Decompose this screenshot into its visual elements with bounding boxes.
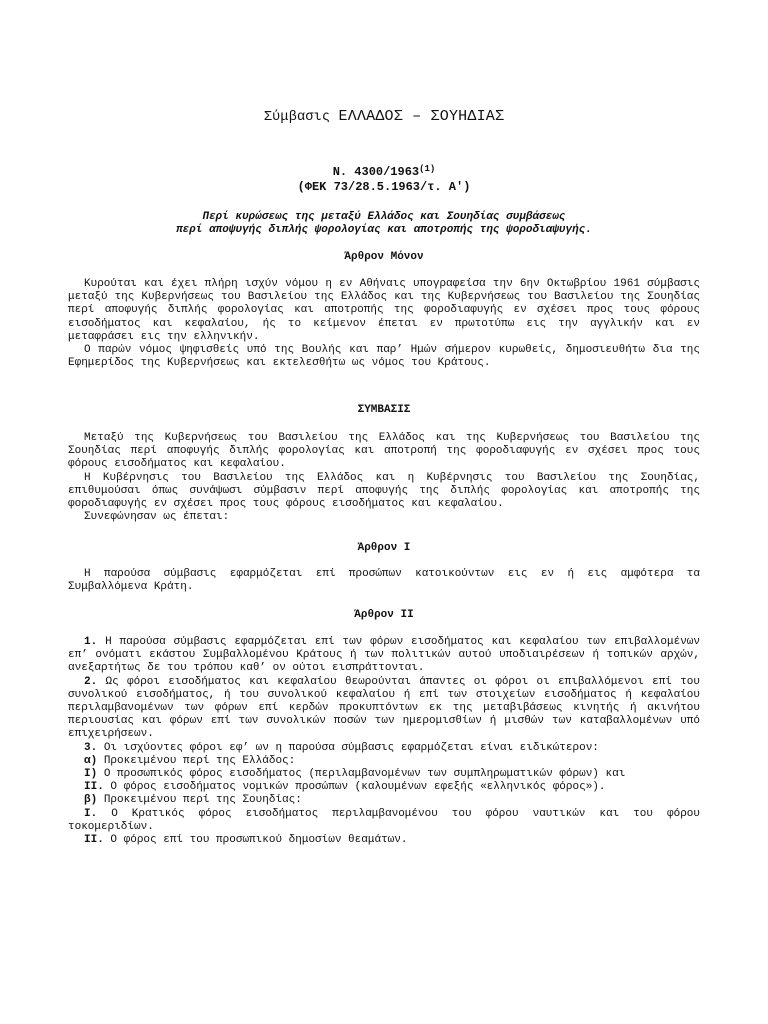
item-label: β) bbox=[84, 794, 98, 807]
article-2-item bbox=[68, 834, 700, 847]
convention-paragraph-2: Η Κυβέρνησις του Βασιλείου της Ελλάδος και η Κυβέρνησις του Βασιλείου της Σουηδίας, επιθυμούσαι όπως συνάψωσι σύμβασιν περί αποφυγής της διπλής φορολογίας και αποτροπής της φοροδιαφυγής εν σχέσει προς τους φόρους εισοδήματος και κεφαλαίου. bbox=[68, 471, 700, 511]
article-1-paragraph: Η παρούσα σύμβασις εφαρμόζεται επί προσώπων κατοικούντων εις εν ή εις αμφότερα τα Συμβαλλόμενα Κράτη. bbox=[68, 568, 700, 594]
item-text: Προκειμένου περί της Ελλάδος: bbox=[103, 754, 296, 767]
law-header bbox=[68, 162, 700, 195]
sole-article-paragraph-2: Ο παρών νόμος ψηφισθείς υπό της Βουλής και παρ’ Ημών σήμερον κυρωθείς, δημοσιευθήτω δια της Εφημερίδος της Κυβερνήσεως και εκτελεσθήτω ως νόμος του Κράτους. bbox=[68, 344, 700, 370]
article-2-item bbox=[68, 742, 700, 755]
article-2-item bbox=[68, 781, 700, 794]
article-2-item bbox=[68, 636, 700, 676]
article-1-body bbox=[68, 568, 700, 594]
article-2-item bbox=[68, 755, 700, 768]
item-label: α) bbox=[84, 754, 98, 767]
item-text: Ως φόροι εισοδήματος και κεφαλαίου θεωρούνται άπαντες οι φόροι οι επιβαλλόμενοι επί του συνολικού εισοδήματος, ή του συνολικού κεφαλαίου ή επί των στοιχείων εισοδήματος ή κεφαλαίου περιλαμβανομένων των φόρων επί κερδών προκυπτόντων εκ της μεταβιβάσεως κινητής ή ακινήτου περιουσίας και φόρων επί των συνολικών ποσών των ημερομισθίων ή μισθών των καταβαλλομένων υπό επιχειρήσεων. bbox=[68, 675, 701, 741]
item-text: Ο προσωπικός φόρος εισοδήματος (περιλαμβανομένων των συμπληρωματικών φόρων) και bbox=[103, 768, 626, 781]
document-title bbox=[68, 110, 700, 124]
sole-article-heading: Άρθρον Μόνον bbox=[344, 251, 424, 263]
article-2-body bbox=[68, 636, 700, 847]
item-label: 3. bbox=[84, 741, 98, 754]
article-2-item bbox=[68, 794, 700, 807]
law-subject bbox=[68, 211, 700, 237]
law-number: Ν. 4300/1963 bbox=[332, 165, 420, 179]
convention-paragraph-3: Συνεφώνησαν ως έπεται: bbox=[84, 511, 230, 524]
item-label: ΙΙ. bbox=[84, 781, 104, 794]
sole-article-paragraph-1: Κυρούται και έχει πλήρη ισχύν νόμου η εν Αθήναις υπογραφείσα την 6ην Οκτωβρίου 1961 σύμβασις μεταξύ της Κυβερνήσεως του Βασιλείου της Ελλάδος και της Κυβερνήσεως του Βασιλείου της Σουηδίας περί αποφυγής διπλής φορολογίας και αποτροπής της φοροδιαφυγής εν σχέσει προς τους φόρους εισοδήματος και κεφαλαίου, ής το κείμενον έπεται εν πρωτοτύπω εις την αγγλικήν και εν μεταφράσει εις την ελληνικήν. bbox=[68, 278, 700, 343]
item-text: Ο Κρατικός φόρος εισοδήματος περιλαμβανομένου του φόρου ναυτικών και του φόρου τοκομεριδίων. bbox=[68, 807, 700, 833]
subject-line-1: Περί κυρώσεως της μεταξύ Ελλάδος και Σουηδίας συμβάσεως bbox=[202, 211, 566, 223]
article-2-item bbox=[68, 768, 700, 781]
item-text: Η παρούσα σύμβασις εφαρμόζεται επί των φόρων εισοδήματος και κεφαλαίου των επιβαλλομένων επ’ ονόματι εκάστου Συμβαλλομένου Κράτους ή των πολιτικών αυτού υποδιαιρέσεων ή τοπικών αρχών, ανεξαρτήτως δε του τρόπου καθ’ ον ούτοι εισπράττονται. bbox=[68, 636, 700, 675]
title-main: ΕΛΛΑΔΟΣ – ΣΟΥΗΔΙΑΣ bbox=[338, 108, 505, 125]
item-label: ΙΙ. bbox=[84, 834, 104, 847]
article-2-item bbox=[68, 808, 700, 834]
convention-body bbox=[68, 432, 700, 524]
article-2-heading: Άρθρον ΙΙ bbox=[354, 609, 414, 621]
item-label: 2. bbox=[84, 675, 98, 688]
footnote-mark[interactable]: (1) bbox=[419, 164, 436, 174]
item-text: Ο φόρος επί του προσωπικού δημοσίων θεαμάτων. bbox=[110, 834, 408, 847]
sole-article-body bbox=[68, 278, 700, 370]
convention-paragraph-1: Μεταξύ της Κυβερνήσεως του Βασιλείου της Ελλάδος και της Κυβερνήσεως του Βασιλείου της Σουηδίας περί αποφυγής διπλής φορολογίας και αποτροπή της φοροδιαφυγής εν σχέσει προς τους φόρους εισοδήματος και κεφαλαίου. bbox=[68, 432, 700, 471]
item-text: Προκειμένου περί της Σουηδίας: bbox=[103, 794, 302, 807]
article-2-item bbox=[68, 676, 700, 742]
item-text: Ο φόρος εισοδήματος νομικών προσώπων (καλουμένων εφεξής «ελληνικός φόρος»). bbox=[110, 781, 606, 794]
item-label: Ι) bbox=[84, 768, 98, 781]
item-label: Ι. bbox=[84, 807, 98, 820]
title-prefix: Σύμβασις bbox=[263, 110, 331, 125]
item-label: 1. bbox=[84, 636, 98, 648]
gazette-reference: (ΦΕΚ 73/28.5.1963/τ. Α') bbox=[297, 180, 471, 194]
article-1-heading: Άρθρον Ι bbox=[357, 542, 411, 554]
subject-line-2: περί αποψυγής διπλής ψορολογίας και αποτροπής της ψοροδιαψυγής. bbox=[176, 224, 592, 236]
item-text: Οι ισχύοντες φόροι εφ’ ων η παρούσα σύμβασις εφαρμόζεται είναι ειδικώτερον: bbox=[103, 741, 599, 754]
convention-heading: ΣΥΜΒΑΣΙΣ bbox=[357, 404, 411, 416]
